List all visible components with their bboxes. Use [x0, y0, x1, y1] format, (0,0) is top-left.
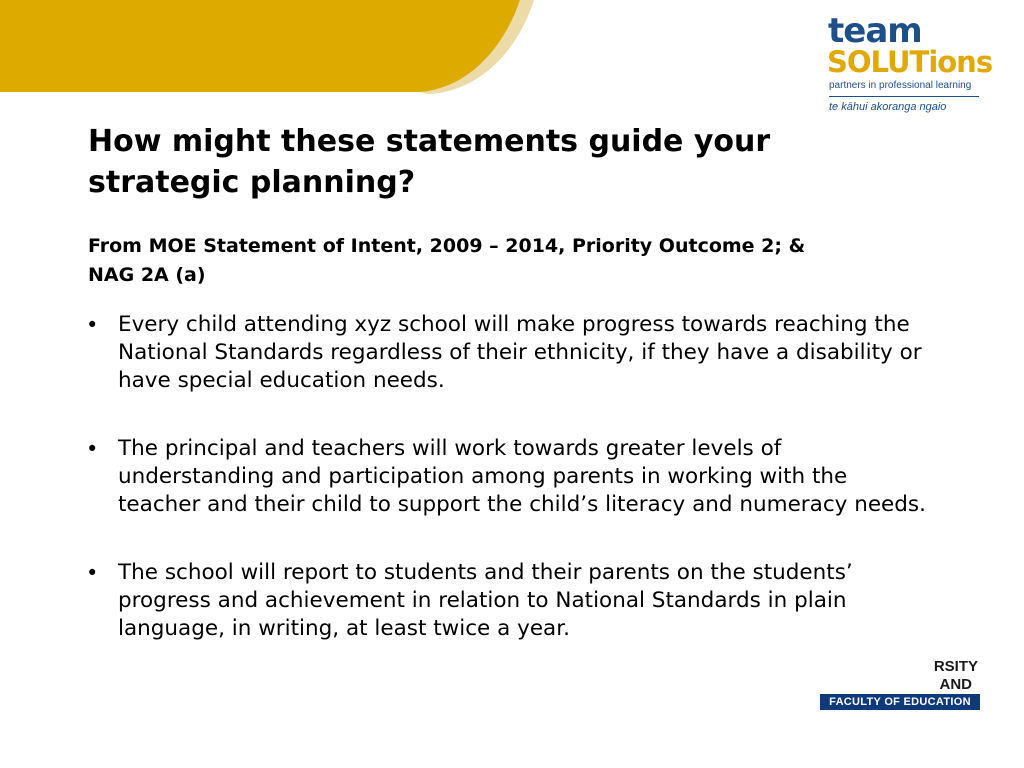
logo-solutions-text: SOLUTions	[827, 45, 993, 79]
bullet-item	[86, 311, 926, 395]
bullet-icon: •	[86, 437, 99, 461]
logo-tagline: partners in professional learning	[829, 80, 972, 91]
bullet-text: The principal and teachers will work towards greater levels of understanding and participation among parents in working with the teacher and their child to support the child’s literacy and numeracy needs.	[118, 436, 926, 517]
bullet-text: Every child attending xyz school will make progress towards reaching the National Standards regardless of their ethnicity, if they have a disability or have special education needs.	[118, 312, 922, 393]
team-solutions-logo	[820, 11, 1000, 118]
bullet-icon: •	[86, 561, 99, 585]
slide-title: How might these statements guide your strategic planning?	[88, 124, 771, 200]
bullet-text: The school will report to students and their parents on the students’ progress and achievement in relation to National Standards in plain language, in writing, at least twice a year.	[118, 560, 853, 641]
university-logo-line2: AND	[939, 676, 972, 693]
slide-subtitle: From MOE Statement of Intent, 2009 – 2014, Priority Outcome 2; & NAG 2A (a)	[88, 235, 806, 286]
bullet-item	[86, 559, 926, 643]
logo-maori-tagline: te kāhui akoranga ngaio	[829, 101, 947, 113]
logo-divider	[829, 96, 979, 97]
bullet-item	[86, 435, 926, 519]
gold-shape	[0, 0, 520, 92]
university-faculty-logo	[820, 656, 982, 712]
corner-decoration	[0, 0, 540, 100]
faculty-label: FACULTY OF EDUCATION	[829, 696, 971, 708]
bullet-icon: •	[86, 313, 99, 337]
university-logo-line1: RSITY	[933, 658, 978, 675]
bullet-list	[86, 311, 926, 643]
logo-team-text: team	[828, 11, 922, 51]
